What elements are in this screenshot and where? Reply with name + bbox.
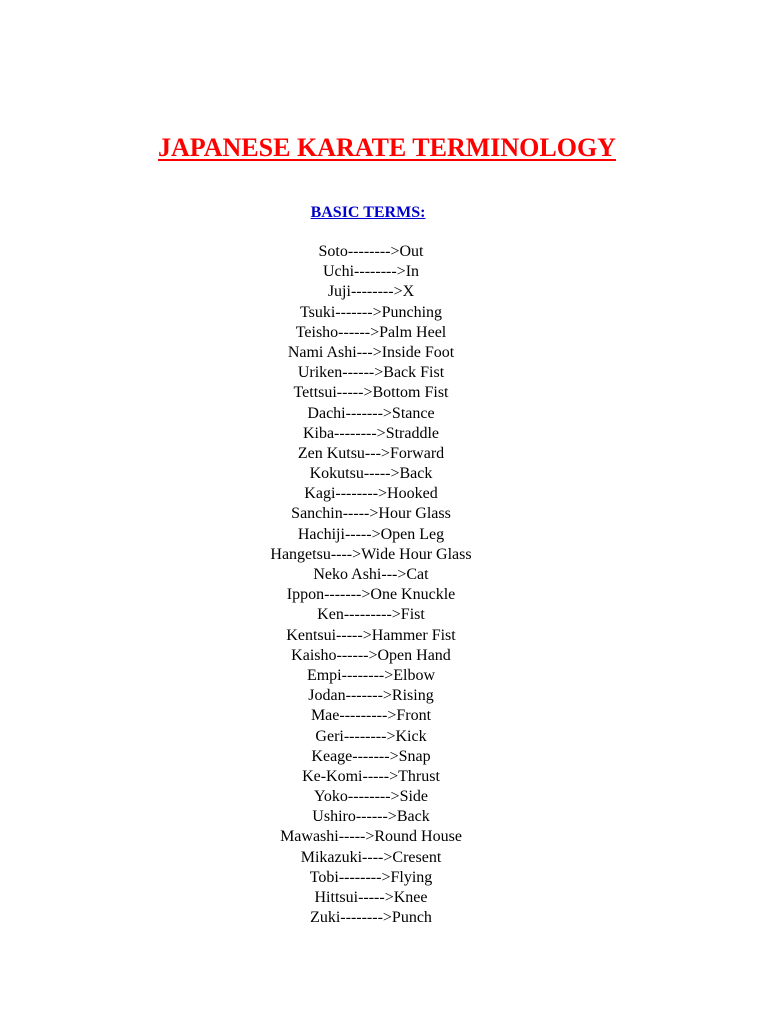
term-item: Dachi------->Stance (307, 404, 435, 422)
term-item: Tobi-------->Flying (309, 868, 433, 886)
term-item: Kokutsu----->Back (309, 465, 433, 483)
term-item: Nami Ashi--->Inside Foot (287, 343, 455, 361)
term-item: Empi-------->Elbow (306, 666, 436, 684)
document-title: JAPANESE KARATE TERMINOLOGY (158, 133, 616, 162)
term-item: Geri-------->Kick (315, 727, 427, 745)
term-item: Ken--------->Fist (317, 606, 425, 624)
term-item: Yoko-------->Side (313, 788, 429, 806)
term-item: Hachiji----->Open Leg (297, 525, 445, 543)
term-item: Uriken------>Back Fist (297, 364, 445, 382)
term-item: Neko Ashi--->Cat (313, 566, 429, 583)
term-item: Kagi-------->Hooked (304, 485, 438, 503)
term-item: Hittsui----->Knee (314, 889, 428, 906)
term-item: Mae--------->Front (310, 707, 432, 725)
term-item: Juji-------->X (327, 283, 415, 301)
term-item: Zen Kutsu--->Forward (297, 444, 445, 462)
term-item: Ushiro------>Back (312, 808, 430, 826)
term-item: Mawashi----->Round House (280, 828, 462, 846)
term-item: Ke-Komi----->Thrust (302, 767, 440, 785)
section-heading-basic-terms: BASIC TERMS: (310, 204, 426, 221)
term-item: Keage------->Snap (311, 747, 431, 765)
term-item: Ippon------->One Knuckle (286, 586, 456, 604)
term-item: Uchi-------->In (322, 263, 420, 281)
term-item: Kiba-------->Straddle (302, 424, 440, 442)
term-item: Jodan------->Rising (308, 687, 434, 705)
term-item: Mikazuki---->Cresent (300, 848, 442, 866)
term-item: Hangetsu---->Wide Hour Glass (270, 545, 472, 563)
term-item: Teisho------>Palm Heel (295, 323, 447, 341)
term-item: Kaisho------>Open Hand (291, 646, 451, 664)
term-item: Tsuki------->Punching (299, 303, 443, 321)
term-item: Zuki-------->Punch (310, 909, 432, 927)
term-item: Sanchin----->Hour Glass (291, 505, 451, 523)
term-item: Kentsui----->Hammer Fist (286, 626, 456, 644)
terms-list (0, 242, 742, 928)
term-item: Soto-------->Out (318, 243, 424, 260)
term-item: Tettsui----->Bottom Fist (293, 384, 449, 402)
